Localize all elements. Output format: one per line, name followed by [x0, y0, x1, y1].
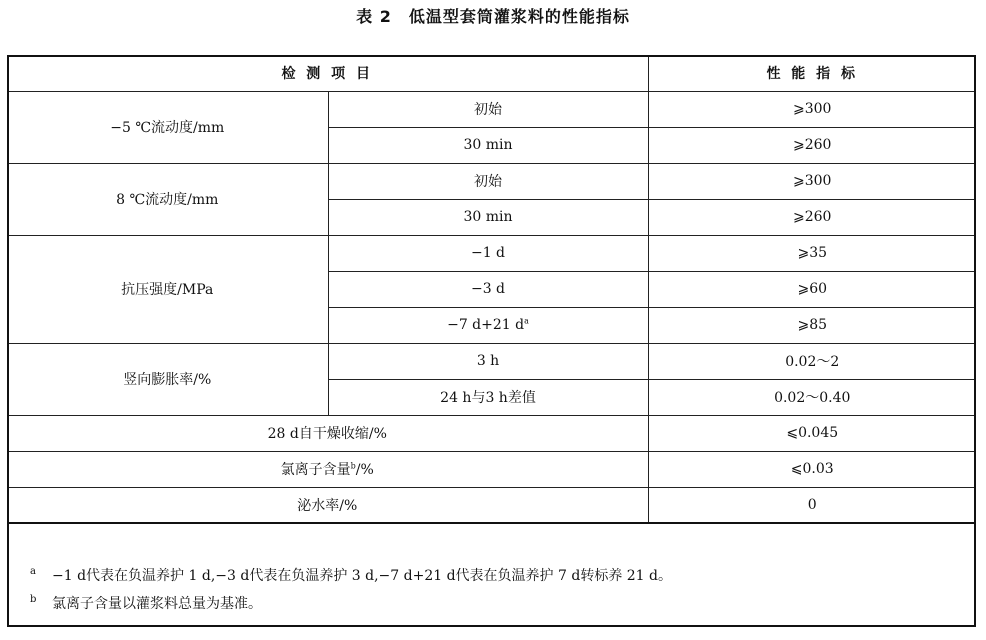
index-value: ⩾300	[648, 91, 976, 127]
index-value: ⩾35	[648, 235, 976, 271]
index-value: 0	[648, 487, 976, 523]
header-index: 性 能 指 标	[648, 55, 976, 91]
footnotes	[30, 562, 960, 618]
sub-item: 初始	[328, 91, 648, 127]
sub-item: 24 h与3 h差值	[328, 379, 648, 415]
single-item-unit: /%	[355, 462, 374, 478]
single-item-text: 氯离子含量	[280, 462, 351, 478]
sub-item: 30 min	[328, 199, 648, 235]
sub-item: 30 min	[328, 127, 648, 163]
footnote-a	[30, 562, 960, 590]
header-item: 检 测 项 目	[7, 55, 648, 91]
group-label: −5 ℃流动度/mm	[7, 91, 328, 163]
footnote-text: −1 d代表在负温养护 1 d,−3 d代表在负温养护 3 d,−7 d+21 d代表在负温养护 7 d转标养 21 d。	[52, 568, 672, 584]
index-value: ⩽0.03	[648, 451, 976, 487]
index-value: ⩽0.045	[648, 415, 976, 451]
sub-item: 3 h	[328, 343, 648, 379]
group-label: 竖向膨胀率/%	[7, 343, 328, 415]
footnote-ref-b: b	[350, 461, 356, 471]
sub-item-text: −7 d+21 d	[447, 317, 525, 333]
table-title: 表 2 低温型套筒灌浆料的性能指标	[356, 7, 630, 26]
table-frame	[7, 55, 976, 627]
index-value: ⩾60	[648, 271, 976, 307]
sub-item: 初始	[328, 163, 648, 199]
sub-item: −1 d	[328, 235, 648, 271]
footnote-b	[30, 590, 960, 618]
index-value: ⩾300	[648, 163, 976, 199]
index-value: ⩾260	[648, 127, 976, 163]
footnote-mark: a	[30, 566, 36, 577]
single-item-label: 28 d自干燥收缩/%	[7, 415, 648, 451]
single-item-label: 泌水率/%	[7, 487, 648, 523]
footnote-text: 氯离子含量以灌浆料总量为基准。	[52, 596, 262, 612]
sub-item: −3 d	[328, 271, 648, 307]
index-value: 0.02～0.40	[648, 379, 976, 415]
index-value: ⩾85	[648, 307, 976, 343]
footnote-mark: b	[30, 594, 37, 605]
group-label: 抗压强度/MPa	[7, 235, 328, 343]
index-value: 0.02～2	[648, 343, 976, 379]
group-label: 8 ℃流动度/mm	[7, 163, 328, 235]
index-value: ⩾260	[648, 199, 976, 235]
footnote-ref-a: a	[524, 316, 529, 326]
